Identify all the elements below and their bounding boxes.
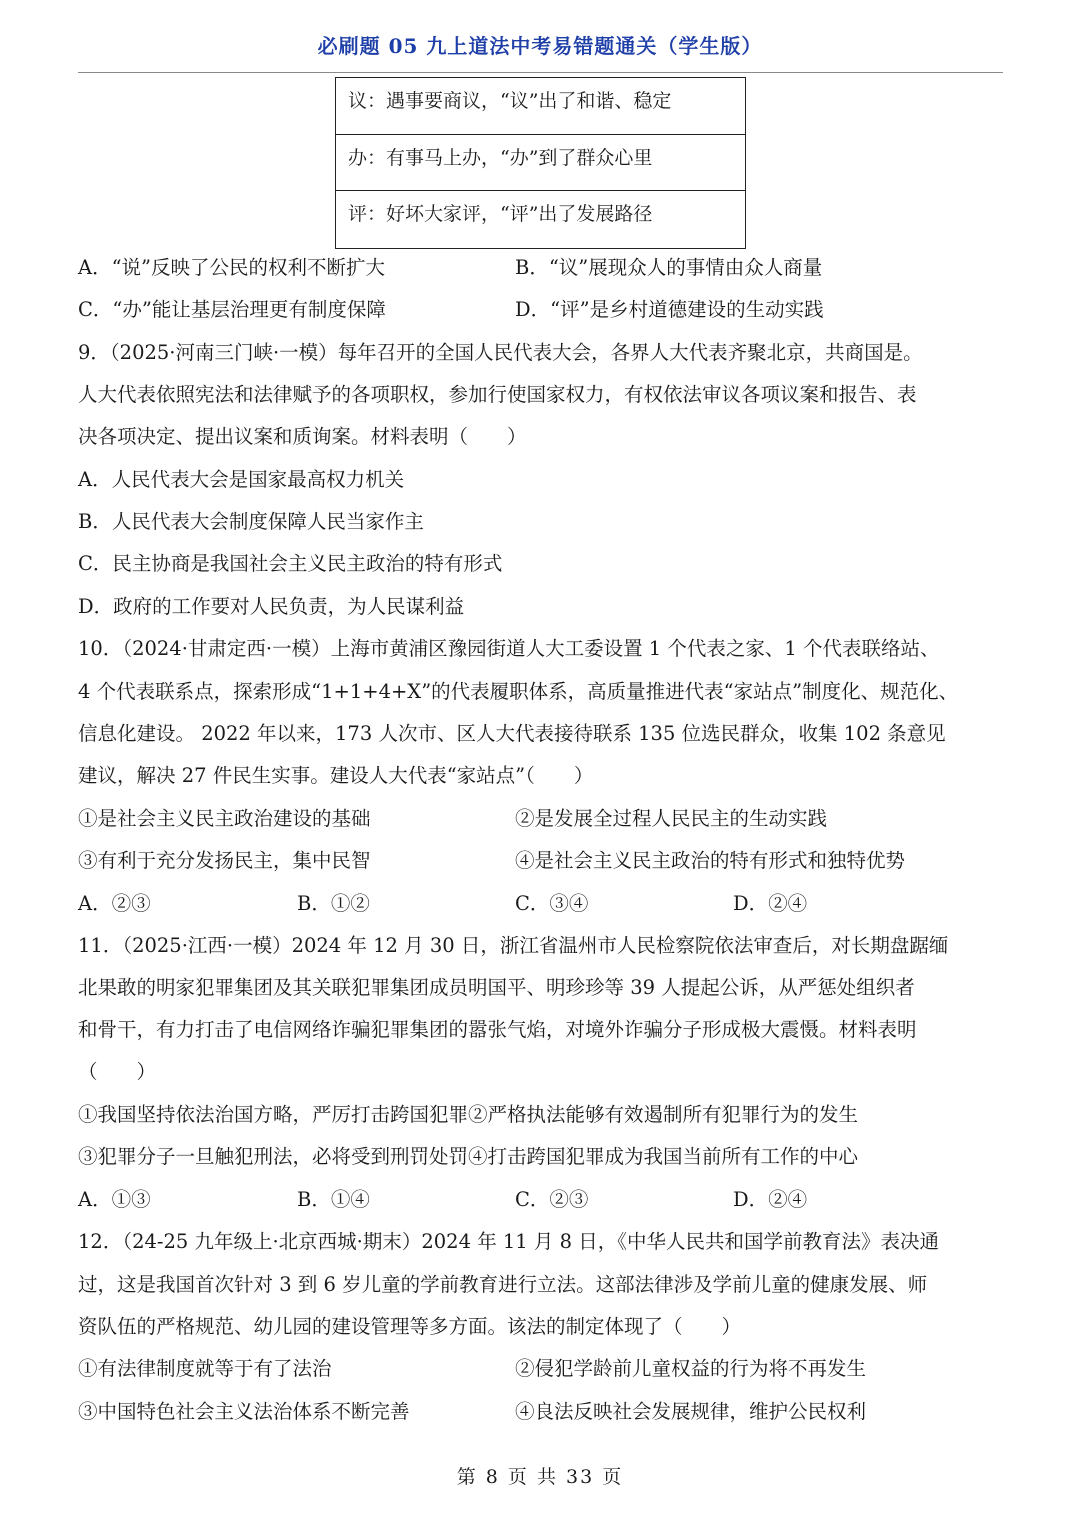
page-header-title: 必刷题 05 九上道法中考易错题通关（学生版） [317, 34, 763, 58]
table-row: 办：有事马上办，“办”到了群众心里 [336, 135, 745, 192]
q9-stem-line: 决各项决定、提出议案和质询案。材料表明（ ） [78, 425, 527, 448]
q10-option-b: B．①② [297, 892, 370, 915]
table-row: 议：遇事要商议，“议”出了和谐、稳定 [336, 78, 745, 135]
q8-option-b: B．“议”展现众人的事情由众人商量 [515, 256, 823, 279]
q12-statement-2: ②侵犯学龄前儿童权益的行为将不再发生 [515, 1357, 867, 1380]
q10-option-a: A．②③ [78, 892, 151, 915]
q8-option-a: A．“说”反映了公民的权利不断扩大 [78, 256, 386, 279]
q10-option-d: D．②④ [733, 892, 808, 915]
q10-option-c: C．③④ [515, 892, 589, 915]
q9-option-d: D．政府的工作要对人民负责，为人民谋利益 [78, 595, 465, 618]
q12-stem-line: 12．（24-25 九年级上·北京西城·期末）2024 年 11 月 8 日，《中华人民共和国学前教育法》表决通 [78, 1230, 939, 1253]
q11-option-d: D．②④ [733, 1188, 808, 1211]
q12-statement-4: ④良法反映社会发展规律，维护公民权利 [515, 1400, 867, 1423]
q9-option-c: C．民主协商是我国社会主义民主政治的特有形式 [78, 552, 503, 575]
q8-option-d: D．“评”是乡村道德建设的生动实践 [515, 298, 824, 321]
q11-stem-line: 和骨干，有力打击了电信网络诈骗犯罪集团的嚣张气焰，对境外诈骗分子形成极大震慑。材料表明 [78, 1018, 917, 1041]
q11-option-c: C．②③ [515, 1188, 589, 1211]
q12-statement-3: ③中国特色社会主义法治体系不断完善 [78, 1400, 410, 1423]
header-divider [78, 72, 1003, 73]
q11-stem-line: 北果敢的明家犯罪集团及其关联犯罪集团成员明国平、明珍珍等 39 人提起公诉，从严惩处组织者 [78, 976, 915, 999]
q11-statement-line: ③犯罪分子一旦触犯刑法，必将受到刑罚处罚④打击跨国犯罪成为我国当前所有工作的中心 [78, 1145, 859, 1168]
q11-statement-line: ①我国坚持依法治国方略，严厉打击跨国犯罪②严格执法能够有效遏制所有犯罪行为的发生 [78, 1103, 859, 1126]
q11-stem-line: 11．（2025·江西·一模）2024 年 12 月 30 日，浙江省温州市人民检察院依法审查后，对长期盘踞缅 [78, 934, 949, 957]
q8-option-c: C．“办”能让基层治理更有制度保障 [78, 298, 386, 321]
q11-option-b: B．①④ [297, 1188, 370, 1211]
q10-stem-line: 4 个代表联系点，探索形成“1+1+4+X”的代表履职体系，高质量推进代表“家站点”制度化、规范化、 [78, 680, 959, 703]
q10-stem-line: 信息化建设。 2022 年以来，173 人次市、区人大代表接待联系 135 位选民群众，收集 102 条意见 [78, 722, 946, 745]
q10-stem-line: 10．（2024·甘肃定西·一模）上海市黄浦区豫园街道人大工委设置 1 个代表之家、1 个代表联络站、 [78, 637, 940, 660]
table-row: 评：好坏大家评，“评”出了发展路径 [348, 203, 653, 225]
q10-statement-1: ①是社会主义民主政治建设的基础 [78, 807, 371, 830]
q10-statement-3: ③有利于充分发扬民主，集中民智 [78, 849, 371, 872]
q12-statement-1: ①有法律制度就等于有了法治 [78, 1357, 332, 1380]
page-number: 第 8 页 共 33 页 [456, 1466, 624, 1488]
q12-stem-line: 过，这是我国首次针对 3 到 6 岁儿童的学前教育进行立法。这部法律涉及学前儿童的健康发展、师 [78, 1273, 928, 1296]
q10-statement-2: ②是发展全过程人民民主的生动实践 [515, 807, 828, 830]
q12-stem-line: 资队伍的严格规范、幼儿园的建设管理等多方面。该法的制定体现了（ ） [78, 1315, 742, 1338]
q9-stem-line: 人大代表依照宪法和法律赋予的各项职权，参加行使国家权力，有权依法审议各项议案和报告、表 [78, 383, 917, 406]
q10-stem-line: 建议，解决 27 件民生实事。建设人大代表“家站点”（ ） [78, 764, 594, 787]
q9-option-a: A．人民代表大会是国家最高权力机关 [78, 468, 405, 491]
q11-option-a: A．①③ [78, 1188, 151, 1211]
q9-stem-line: 9．（2025·河南三门峡·一模）每年召开的全国人民代表大会，各界人大代表齐聚北京，共商国是。 [78, 341, 923, 364]
q11-stem-line: （ ） [78, 1060, 157, 1083]
q9-option-b: B．人民代表大会制度保障人民当家作主 [78, 510, 424, 533]
q10-statement-4: ④是社会主义民主政治的特有形式和独特优势 [515, 849, 906, 872]
material-table [335, 77, 746, 249]
